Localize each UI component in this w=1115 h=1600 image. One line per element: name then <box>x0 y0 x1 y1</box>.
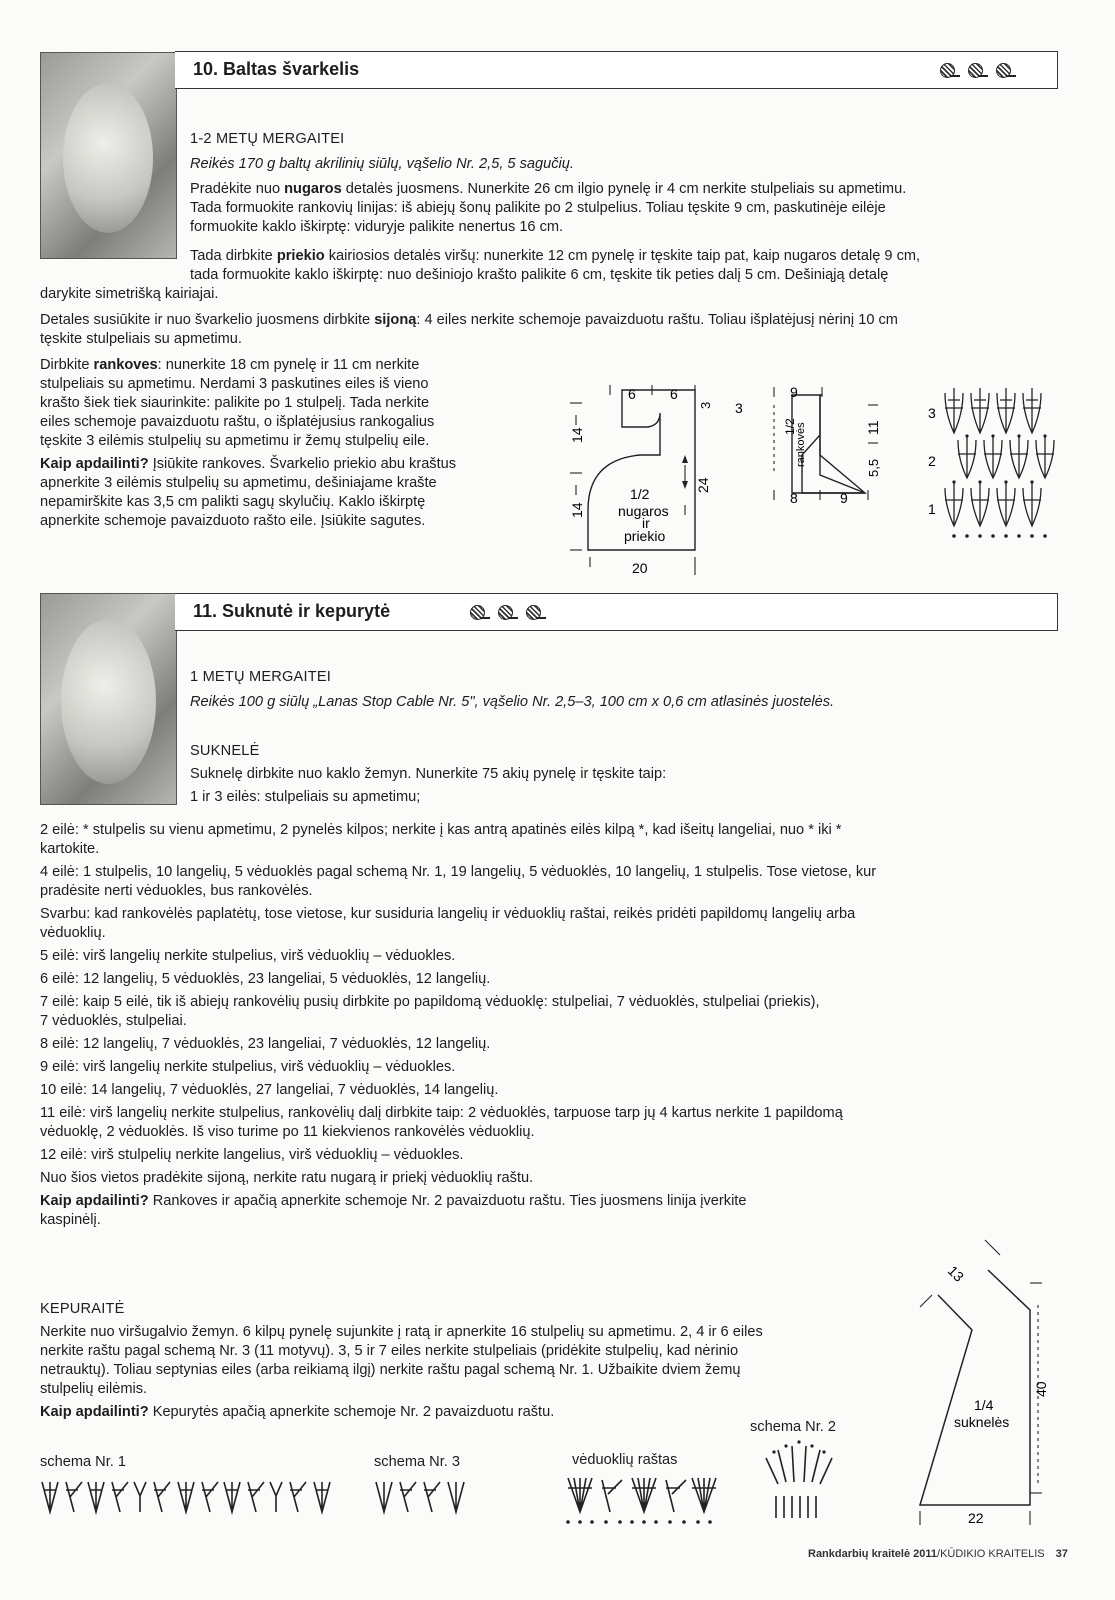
dress-intro: SUKNELĖ Suknelę dirbkite nuo kaklo žemyn. Nunerkite 75 akių pynelę ir tęskite taip: 1 ir 3 eilės: stulpeliais su apmetimu; <box>190 742 1050 807</box>
dim-14-lower: 14 <box>569 502 585 518</box>
scheme-3-symbols <box>372 1472 472 1522</box>
page-footer <box>808 1548 1068 1560</box>
fan-pattern-label: vėduoklių raštas <box>572 1452 678 1468</box>
page-number: 37 <box>1055 1548 1068 1560</box>
baby-figure <box>61 619 156 784</box>
scheme-3-label: schema Nr. 3 <box>374 1454 460 1470</box>
diagram-sleeve-piece <box>760 375 900 525</box>
dress-label-quarter: 1/4 <box>974 1397 994 1413</box>
sleeve-dim-11: 11 <box>865 420 881 435</box>
dress-outline <box>920 1270 1030 1505</box>
fan-pattern-symbols <box>562 1470 722 1530</box>
scheme-2-symbols <box>758 1436 848 1526</box>
section-10-paragraph-front: Tada dirbkite priekio kairiosios detalės viršų: nunerkite 12 cm pynelę ir tęskite taip pat, kaip nugaros detalę 9 cm, tada formuokite kaklo iškirptę: nuo dešiniojo krašto palikite 6 cm, tęskite tik peties dalį 5 cm. Dešiniąją detalę darykite simetrišką kairiajai. <box>40 248 921 302</box>
label-priekio: priekio <box>624 528 666 544</box>
dress-heading: SUKNELĖ <box>190 743 260 759</box>
section-11-materials: Reikės 100 g siūlų „Lanas Stop Cable Nr. 5", vąšelio Nr. 2,5–3, 100 cm x 0,6 cm atlasinės juostelės. <box>190 694 835 710</box>
scheme-1-label: schema Nr. 1 <box>40 1454 126 1470</box>
row-3-label: 3 <box>928 405 936 421</box>
dress-rows: 2 eilė: * stulpelis su vienu apmetimu, 2 pynelės kilpos; nerkite į kas antrą apatinės eilės kilpą *, kad išeitų langeliai, nuo * iki * kartokite. 4 eilė: 1 stulpelis, 10 langelių, 5 vėduoklės pagal schemą Nr. 1, 19 langelių, 5 vėduoklės, 10 langelių, 1 stulpelis. Tose vietose, kur pradėsite nerti vėduokles, bus rankovėlės. Svarbu: kad rankovėlės paplatėtų, tose vietose, kur susiduria langelių ir vėduoklių raštai, reikės pridėti papildomų langelių arba vėduoklių. 5 eilė: virš langelių nerkite stulpelius, virš vėduoklių – vėduokles. 6 eilė: 12 langelių, 5 vėduoklės, 23 langeliai, 5 vėduoklės, 12 langelių. 7 eilė: kaip 5 eilė, tik iš abiejų rankovėlių pusių dirbkite po papildomą vėduoklę: stulpeliai, 7 vėduoklės, stulpeliai (priekis), 7 vėduoklės, stulpeliai. 8 eilė: 12 langelių, 7 vėduoklės, 23 langeliai, 7 vėduoklės, 12 langelių. 9 eilė: virš langelių nerkite stulpelius, virš vėduoklių – vėduokles. 10 eilė: 14 langelių, 7 vėduoklės, 27 langeliai, 7 vėduoklės, 14 langelių. 11 eilė: virš langelių nerkite stulpelius, rankovėlių dalį dirbkite taip: 2 vėduoklės, tarpuose tarp jų 4 kartus nerkite 1 papildomą vėduoklę, 2 vėduoklės. Iš viso turime po 11 kiekvienos rankovėlės vėduoklių. 12 eilė: virš stulpelių nerkite langelius, virš vėduoklių – vėduokles. Nuo šios vietos pradėkite sijoną, nerkite ratu nugarą ir priekį vėduoklių raštu. Kaip apdailinti? Rankoves ir apačią apnerkite schemoje Nr. 2 pavaizduotu raštu. Ties juosmens linija įverkite kaspinėlį. <box>40 822 877 1228</box>
dress-dim-13: 13 <box>944 1262 968 1285</box>
row-1-label: 1 <box>928 501 936 517</box>
row-2-label: 2 <box>928 453 936 469</box>
sleeve-dim-9-top: 9 <box>790 384 798 400</box>
section-10-title: 10. Baltas švarkelis <box>193 59 360 79</box>
dim-24: 24 <box>695 477 711 493</box>
section-10-paragraph-sleeves: Dirbkite rankoves: nunerkite 18 cm pynelę ir 11 cm nerkite stulpeliais su apmetimu. Nerdami 3 paskutines eiles iš vieno krašto šiek tiek siaurinkite: palikite po 1 stulpelį. Tada nerkite eiles schemoje pavaizduotu raštu, o išplatėjusius rankogalius tęskite 3 eilėmis stulpelių su apmetimu ir žemų stulpelių eile. Kaip apdailinti? Įsiūkite rankoves. Švarkelio priekio abu kraštus apnerkite 3 eilėmis stulpelių su apmetimu, dešiniajame krašte nepamirškite kas 3,5 cm palikti sagų skylučių. Kaklo iškirptę apnerkite schemoje pavaizduoto rašto eile. Įsiūkite sagutes. <box>40 357 457 529</box>
photo-dress-hat-baby <box>40 593 177 805</box>
yarn-ball-icon <box>993 61 1015 79</box>
section-10-materials: Reikės 170 g baltų akrilinių siūlų, vąšelio Nr. 2,5, 5 sagučių. <box>190 156 574 172</box>
yarn-ball-icon <box>965 61 987 79</box>
sleeve-half: 1/2 <box>783 418 797 435</box>
sleeve-rankoves: rankovės <box>795 422 807 467</box>
label-ir: ir <box>642 515 650 531</box>
footer-publication: Rankdarbių kraitelė 2011 <box>808 1548 938 1560</box>
dress-dim-40: 40 <box>1033 1381 1049 1397</box>
section-10-header <box>175 51 1058 89</box>
dress-dim-22: 22 <box>968 1510 984 1526</box>
section-11-age: 1 METŲ MERGAITEI <box>190 669 332 685</box>
yarn-ball-icon <box>523 603 545 621</box>
sleeve-dim-5-5: 5,5 <box>866 458 881 477</box>
label-nugaros: nugaros <box>618 503 669 519</box>
hat-section: KEPURAITĖ Nerkite nuo viršugalvio žemyn. 6 kilpų pynelę sujunkite į ratą ir apnerkite 16 stulpelių su apmetimu. 2, 4 ir 6 eiles nerkite raštu pagal schemą Nr. 3 (11 motyvų). 3, 5 ir 7 eiles nerkite stulpeliais (pridėkite stulpelių, kad nėrinio netrauktų). Toliau septynias eiles (arba reikiamą ilgį) nerkite raštu pagal schemą Nr. 1. Užbaikite dviem žemų stulpelių eilėmis. Kaip apdailinti? Kepurytės apačią apnerkite schemoje Nr. 2 pavaizduotu raštu. <box>40 1300 920 1422</box>
difficulty-yarn-icons <box>937 61 1021 84</box>
dim-14-upper: 14 <box>569 427 585 443</box>
dim-top-right: 6 <box>670 386 678 402</box>
diagram-fan-pattern-10 <box>920 378 1060 548</box>
baby-figure <box>63 83 153 233</box>
hat-heading: KEPURAITĖ <box>40 1301 125 1317</box>
sleeve-outline <box>802 395 865 493</box>
sleeve-dim-8: 8 <box>790 490 798 506</box>
section-11-title: 11. Suknutė ir kepurytė <box>193 601 391 621</box>
photo-white-jacket-baby <box>40 52 177 259</box>
scheme-2-label: schema Nr. 2 <box>750 1419 836 1435</box>
section-11-header <box>175 593 1058 631</box>
section-10-paragraph-back: Pradėkite nuo nugaros detalės juosmens. Nunerkite 26 cm ilgio pynelę ir 4 cm nerkite stulpeliais su apmetimu. Tada formuokite rankovių linijas: iš abiejų šonų palikite po 2 stulpelius. Toliau tęskite 9 cm, paskutinėje eilėje formuokite kaklo iškirptę: viduryje palikite nenertus 16 cm. <box>190 181 907 235</box>
scheme-1-symbols <box>38 1472 338 1522</box>
dim-3-vertical: 3 <box>698 401 713 409</box>
yarn-ball-icon <box>495 603 517 621</box>
section-10-paragraph-skirt: Detales susiūkite ir nuo švarkelio juosmens dirbkite sijoną: 4 eiles nerkite schemoje pavaizduotu raštu. Toliau išplatėjusį nėrinį 10 cm tęskite stulpeliais su apmetimu. <box>40 312 898 347</box>
dim-20: 20 <box>632 560 648 576</box>
sleeve-dim-9-bottom: 9 <box>840 490 848 506</box>
dim-3: 3 <box>735 400 743 416</box>
label-half: 1/2 <box>630 486 650 502</box>
difficulty-yarn-icons <box>467 603 551 626</box>
diagram-dress-quarter <box>910 1235 1060 1535</box>
section-10-age: 1-2 METŲ MERGAITEI <box>190 131 345 147</box>
footer-section: /KŪDIKIO KRAITELIS <box>937 1548 1045 1560</box>
yarn-ball-icon <box>937 61 959 79</box>
diagram-body-piece <box>560 375 743 585</box>
dress-label-sukneles: suknelės <box>954 1414 1010 1430</box>
yarn-ball-icon <box>467 603 489 621</box>
dim-top-left: 6 <box>628 386 636 402</box>
